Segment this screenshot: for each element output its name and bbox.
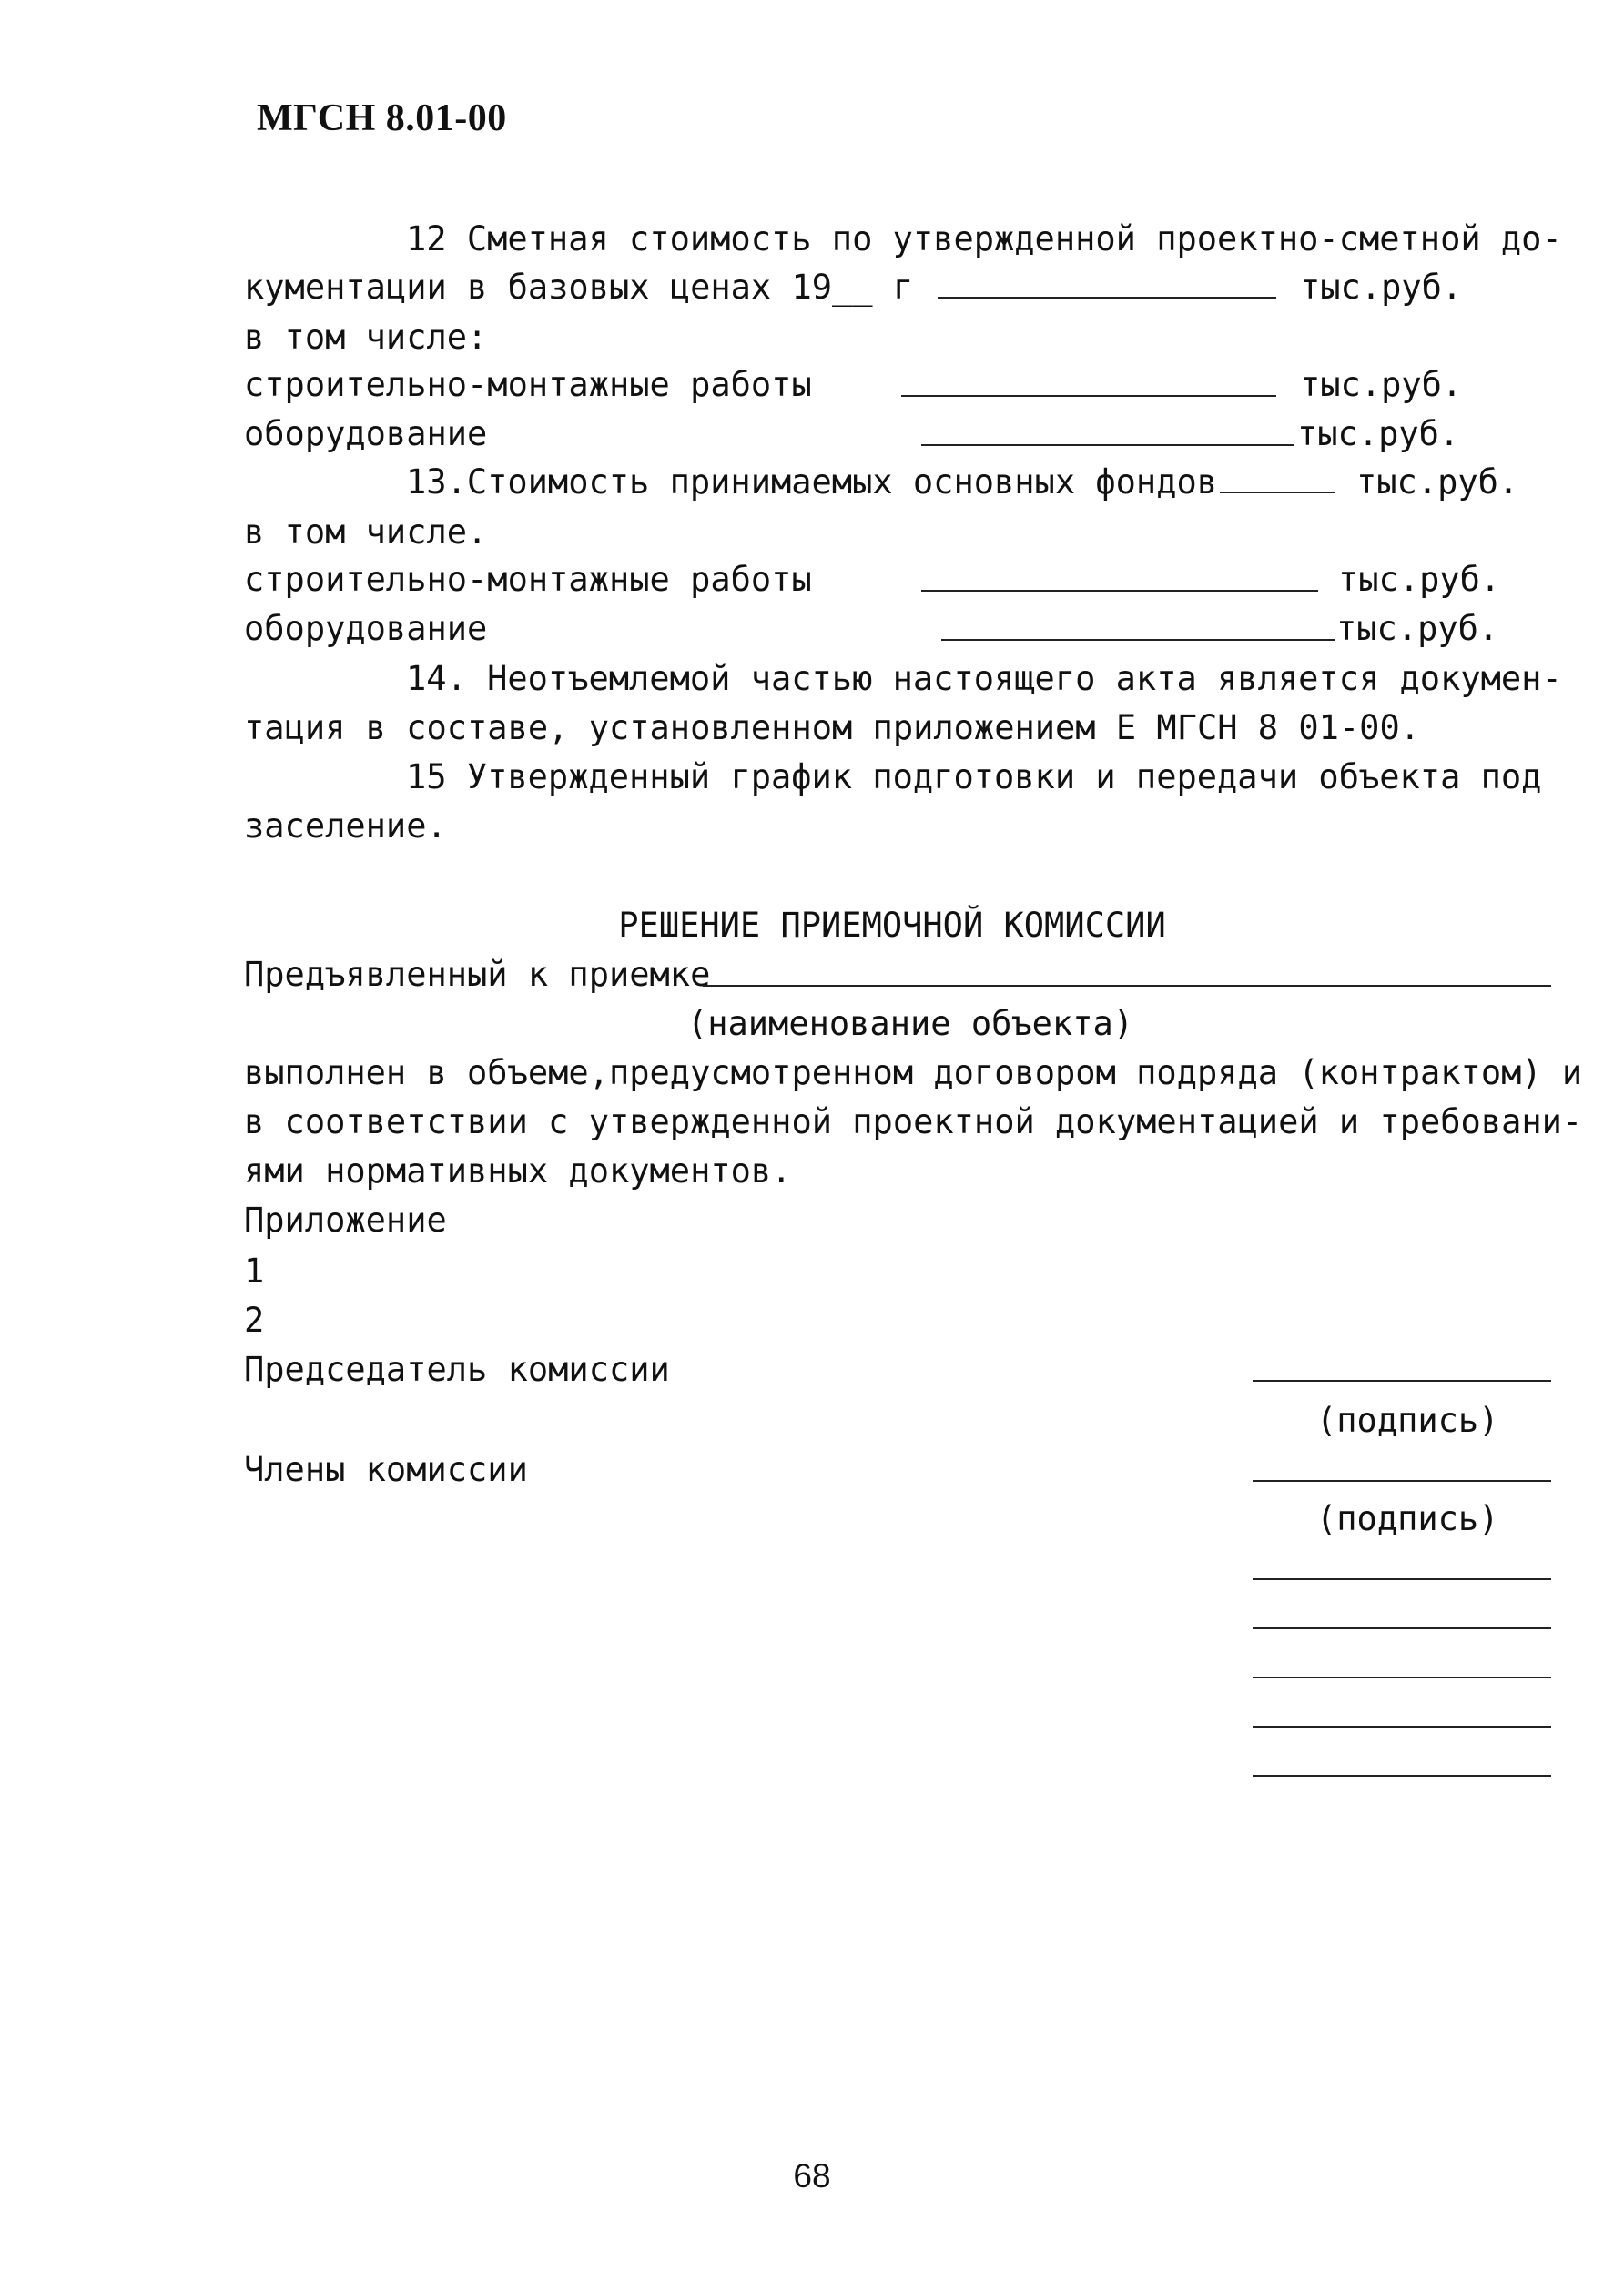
appendix-label: Приложение: [244, 1201, 447, 1240]
document-code-header: МГСН 8.01-00: [257, 97, 507, 139]
member-signature-line-3: [1253, 1627, 1551, 1629]
item12-construction-unit: тыс.руб.: [1300, 365, 1463, 404]
item12-equipment-unit: тыс.руб.: [1297, 414, 1460, 453]
item13-including: в том числе.: [244, 512, 488, 552]
item14-line1: 14. Неотъемлемой частью настоящего акта является докумен-: [406, 659, 1562, 698]
item15-line1: 15 Утвержденный график подготовки и передачи объекта под: [406, 757, 1542, 796]
item12-construction-blank: [901, 395, 1276, 397]
decision-title: РЕШЕНИЕ ПРИЕМОЧНОЙ КОМИССИИ: [618, 906, 1166, 945]
member-signature-line-6: [1253, 1775, 1551, 1777]
chairman-signature-line: [1253, 1380, 1551, 1382]
item12-line1: 12 Сметная стоимость по утвержденной проектно-сметной до-: [406, 219, 1562, 258]
item13-line1: 13.Стоимость принимаемых основных фондов: [406, 462, 1218, 502]
item14-line2: тация в составе, установленном приложением Е МГСН 8 01-00.: [244, 708, 1421, 747]
item13-construction-blank: [921, 590, 1318, 592]
decision-body-line1: выполнен в объеме,предусмотренном договором подряда (контрактом) и: [244, 1053, 1583, 1092]
decision-body-line2: в соответствии с утвержденной проектной документацией и требовани-: [244, 1102, 1583, 1141]
page-number: 68: [793, 2157, 831, 2195]
item13-equipment-label: оборудование: [244, 609, 488, 648]
chairman-signature-caption: (подпись): [1316, 1401, 1499, 1440]
decision-body-line3: ями нормативных документов.: [244, 1151, 792, 1191]
member-signature-line-4: [1253, 1677, 1551, 1678]
members-label: Члены комиссии: [244, 1450, 528, 1489]
member-signature-line-5: [1253, 1726, 1551, 1728]
appendix-item-2: 2: [244, 1301, 265, 1340]
member-signature-line-2: [1253, 1578, 1551, 1580]
object-name-caption: (наименование объекта): [686, 1004, 1134, 1043]
chairman-label: Председатель комиссии: [244, 1350, 670, 1389]
item12-construction-label: строительно-монтажные работы: [244, 365, 812, 404]
object-name-blank: [703, 985, 1551, 987]
item13-construction-label: строительно-монтажные работы: [244, 560, 812, 599]
item13-equipment-unit: тыс.руб.: [1336, 609, 1499, 648]
item13-total-blank: [1220, 492, 1335, 493]
item12-equipment-label: оборудование: [244, 414, 488, 453]
member-signature-line-1: [1253, 1480, 1551, 1482]
item13-equipment-blank: [941, 639, 1335, 641]
item15-line2: заселение.: [244, 806, 447, 846]
item12-line2: кументации в базовых ценах 19__ г: [244, 268, 914, 307]
presented-label: Предъявленный к приемке: [244, 955, 711, 994]
appendix-item-1: 1: [244, 1252, 265, 1291]
member-signature-caption: (подпись): [1316, 1499, 1499, 1538]
item13-construction-unit: тыс.руб.: [1338, 560, 1501, 599]
item12-equipment-blank: [921, 444, 1294, 446]
item12-total-unit: тыс.руб.: [1300, 268, 1463, 307]
item13-total-unit: тыс.руб.: [1356, 462, 1519, 502]
item12-including: в том числе:: [244, 318, 488, 357]
item12-total-blank: [938, 297, 1276, 299]
